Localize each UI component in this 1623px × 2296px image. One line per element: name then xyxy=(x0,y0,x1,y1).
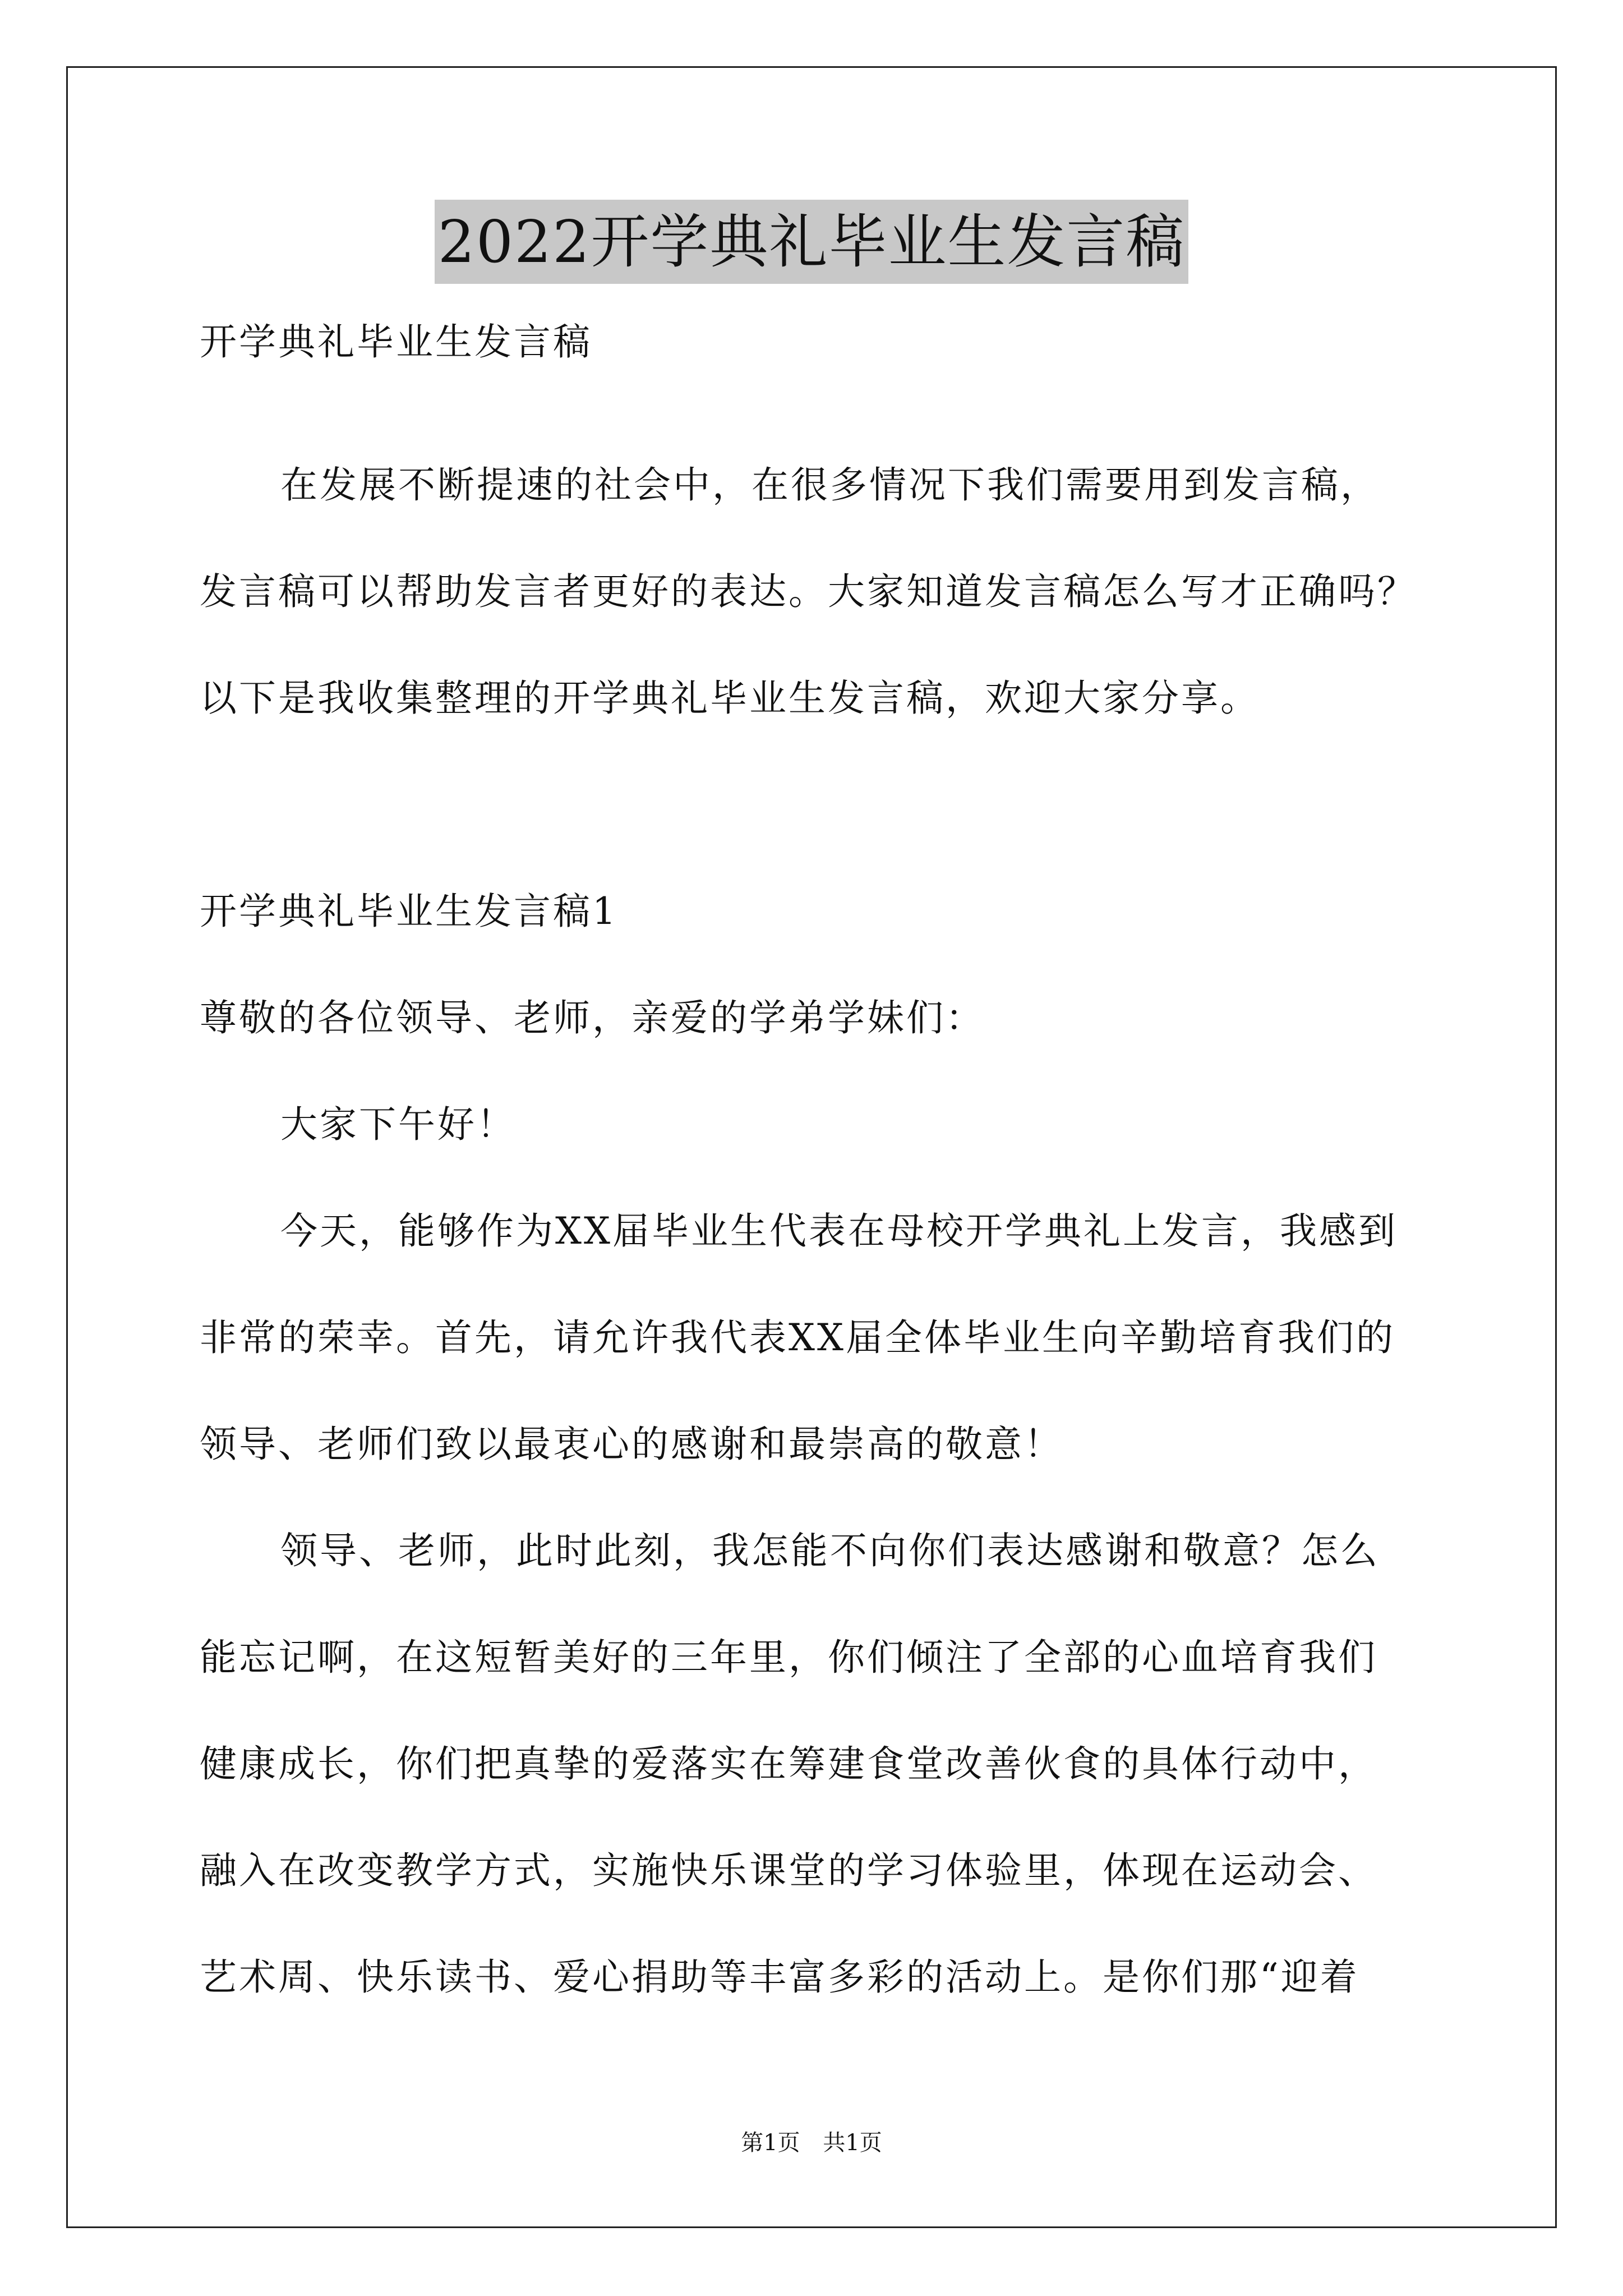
subtitle-line: 开学典礼毕业生发言稿 xyxy=(200,320,592,364)
text-line: 艺术周、快乐读书、爱心捐助等丰富多彩的活动上。是你们那“迎着 xyxy=(200,1955,1359,1999)
text-line: 今天，能够作为XX届毕业生代表在母校开学典礼上发言，我感到 xyxy=(280,1209,1398,1253)
text-line: 领导、老师，此时此刻，我怎能不向你们表达感谢和敬意？怎么 xyxy=(280,1529,1380,1572)
text-line: 发言稿可以帮助发言者更好的表达。大家知道发言稿怎么写才正确吗？ xyxy=(200,570,1417,613)
page-footer xyxy=(0,2126,1623,2160)
text-line: 健康成长，你们把真挚的爱落实在筹建食堂改善伙食的具体行动中， xyxy=(200,1742,1377,1786)
text-line: 领导、老师们致以最衷心的感谢和最崇高的敬意！ xyxy=(200,1423,1063,1466)
page-total: 共1页 xyxy=(823,2130,882,2156)
document-title: 2022开学典礼毕业生发言稿 xyxy=(435,200,1189,284)
greeting-line: 大家下午好！ xyxy=(280,1103,516,1146)
section-heading: 开学典礼毕业生发言稿1 xyxy=(200,890,618,933)
text-line: 非常的荣幸。首先，请允许我代表XX届全体毕业生向辛勤培育我们的 xyxy=(200,1316,1395,1359)
text-line: 以下是我收集整理的开学典礼毕业生发言稿，欢迎大家分享。 xyxy=(200,677,1260,720)
text-line: 在发展不断提速的社会中，在很多情况下我们需要用到发言稿， xyxy=(280,463,1380,507)
title-container xyxy=(0,200,1623,284)
text-line: 能忘记啊，在这短暂美好的三年里，你们倾注了全部的心血培育我们 xyxy=(200,1636,1377,1679)
text-line: 融入在改变教学方式，实施快乐课堂的学习体验里，体现在运动会、 xyxy=(200,1849,1377,1892)
page-number: 第1页 xyxy=(741,2130,800,2156)
salutation-line: 尊敬的各位领导、老师，亲爱的学弟学妹们： xyxy=(200,996,985,1039)
